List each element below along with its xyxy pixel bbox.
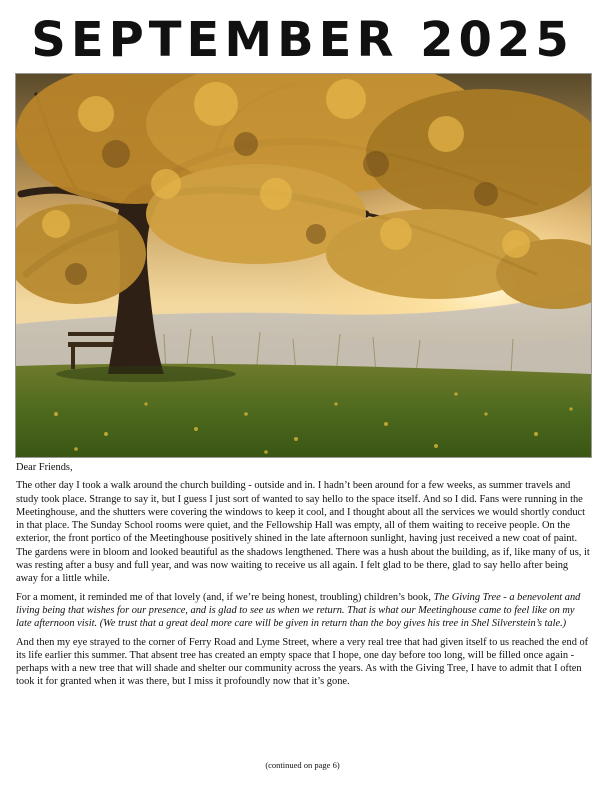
paragraph-3: And then my eye strayed to the corner of Ferry Road and Lyme Street, where a very real tree that had given itself to us reached the end of its life earlier this summer. That absent tree has created an empty space that I hope, one day before too long, will be filled once again - perhaps with a new tree that will shade and shelter our community across the years. As with the Giving Tree, I have to admit that I often took it for granted when it was there, but I miss it profoundly now that it’s gone. xyxy=(16,636,589,688)
continued-note: (continued on page 6) xyxy=(265,760,340,770)
autumn-tree-photo xyxy=(15,73,592,458)
paragraph-2 xyxy=(16,591,590,631)
letter-body xyxy=(16,461,590,694)
page-title: SEPTEMBER 2025 xyxy=(31,12,574,68)
paragraph-1: The other day I took a walk around the church building - outside and in. I hadn’t been around for a few weeks, as summer travels and study took place. Strange to say it, but I guess I just sort of wanted to say hello to the space itself. And so I did. Fans were running in the Meetinghouse, and the shutters were covering the windows to keep it cool, and I thought about all the services we would shortly conduct in that place. The Sunday School rooms were quiet, and the Fellowship Hall was empty, all of them waiting to receive people. On the exterior, the front portico of the Meetinghouse positively shined in the late afternoon sunlight, having just received a new coat of paint. The gardens were in bloom and looked beautiful as the shadows lengthened. There was a hush about the building, as if, like many of us, it was resting after a busy and full year, and was now waiting to receive us all again. I felt glad to be there, glad to say hello after being away for a little while. xyxy=(16,480,590,585)
paragraph-2-intro: For a moment, it reminded me of that lovely (and, if we’re being honest, troubling) children’s book, xyxy=(16,591,434,603)
paragraph-2-italic: The Giving Tree - a benevolent and living being that wishes for our presence, and is glad to see us when we return. That is what our Meetinghouse came to feel like on my late afternoon visit. (We trust that a great deal more care will be given in return than the boy gives his tree in Shel Silverstein’s tale.) xyxy=(16,591,581,630)
salutation: Dear Friends, xyxy=(16,462,73,473)
